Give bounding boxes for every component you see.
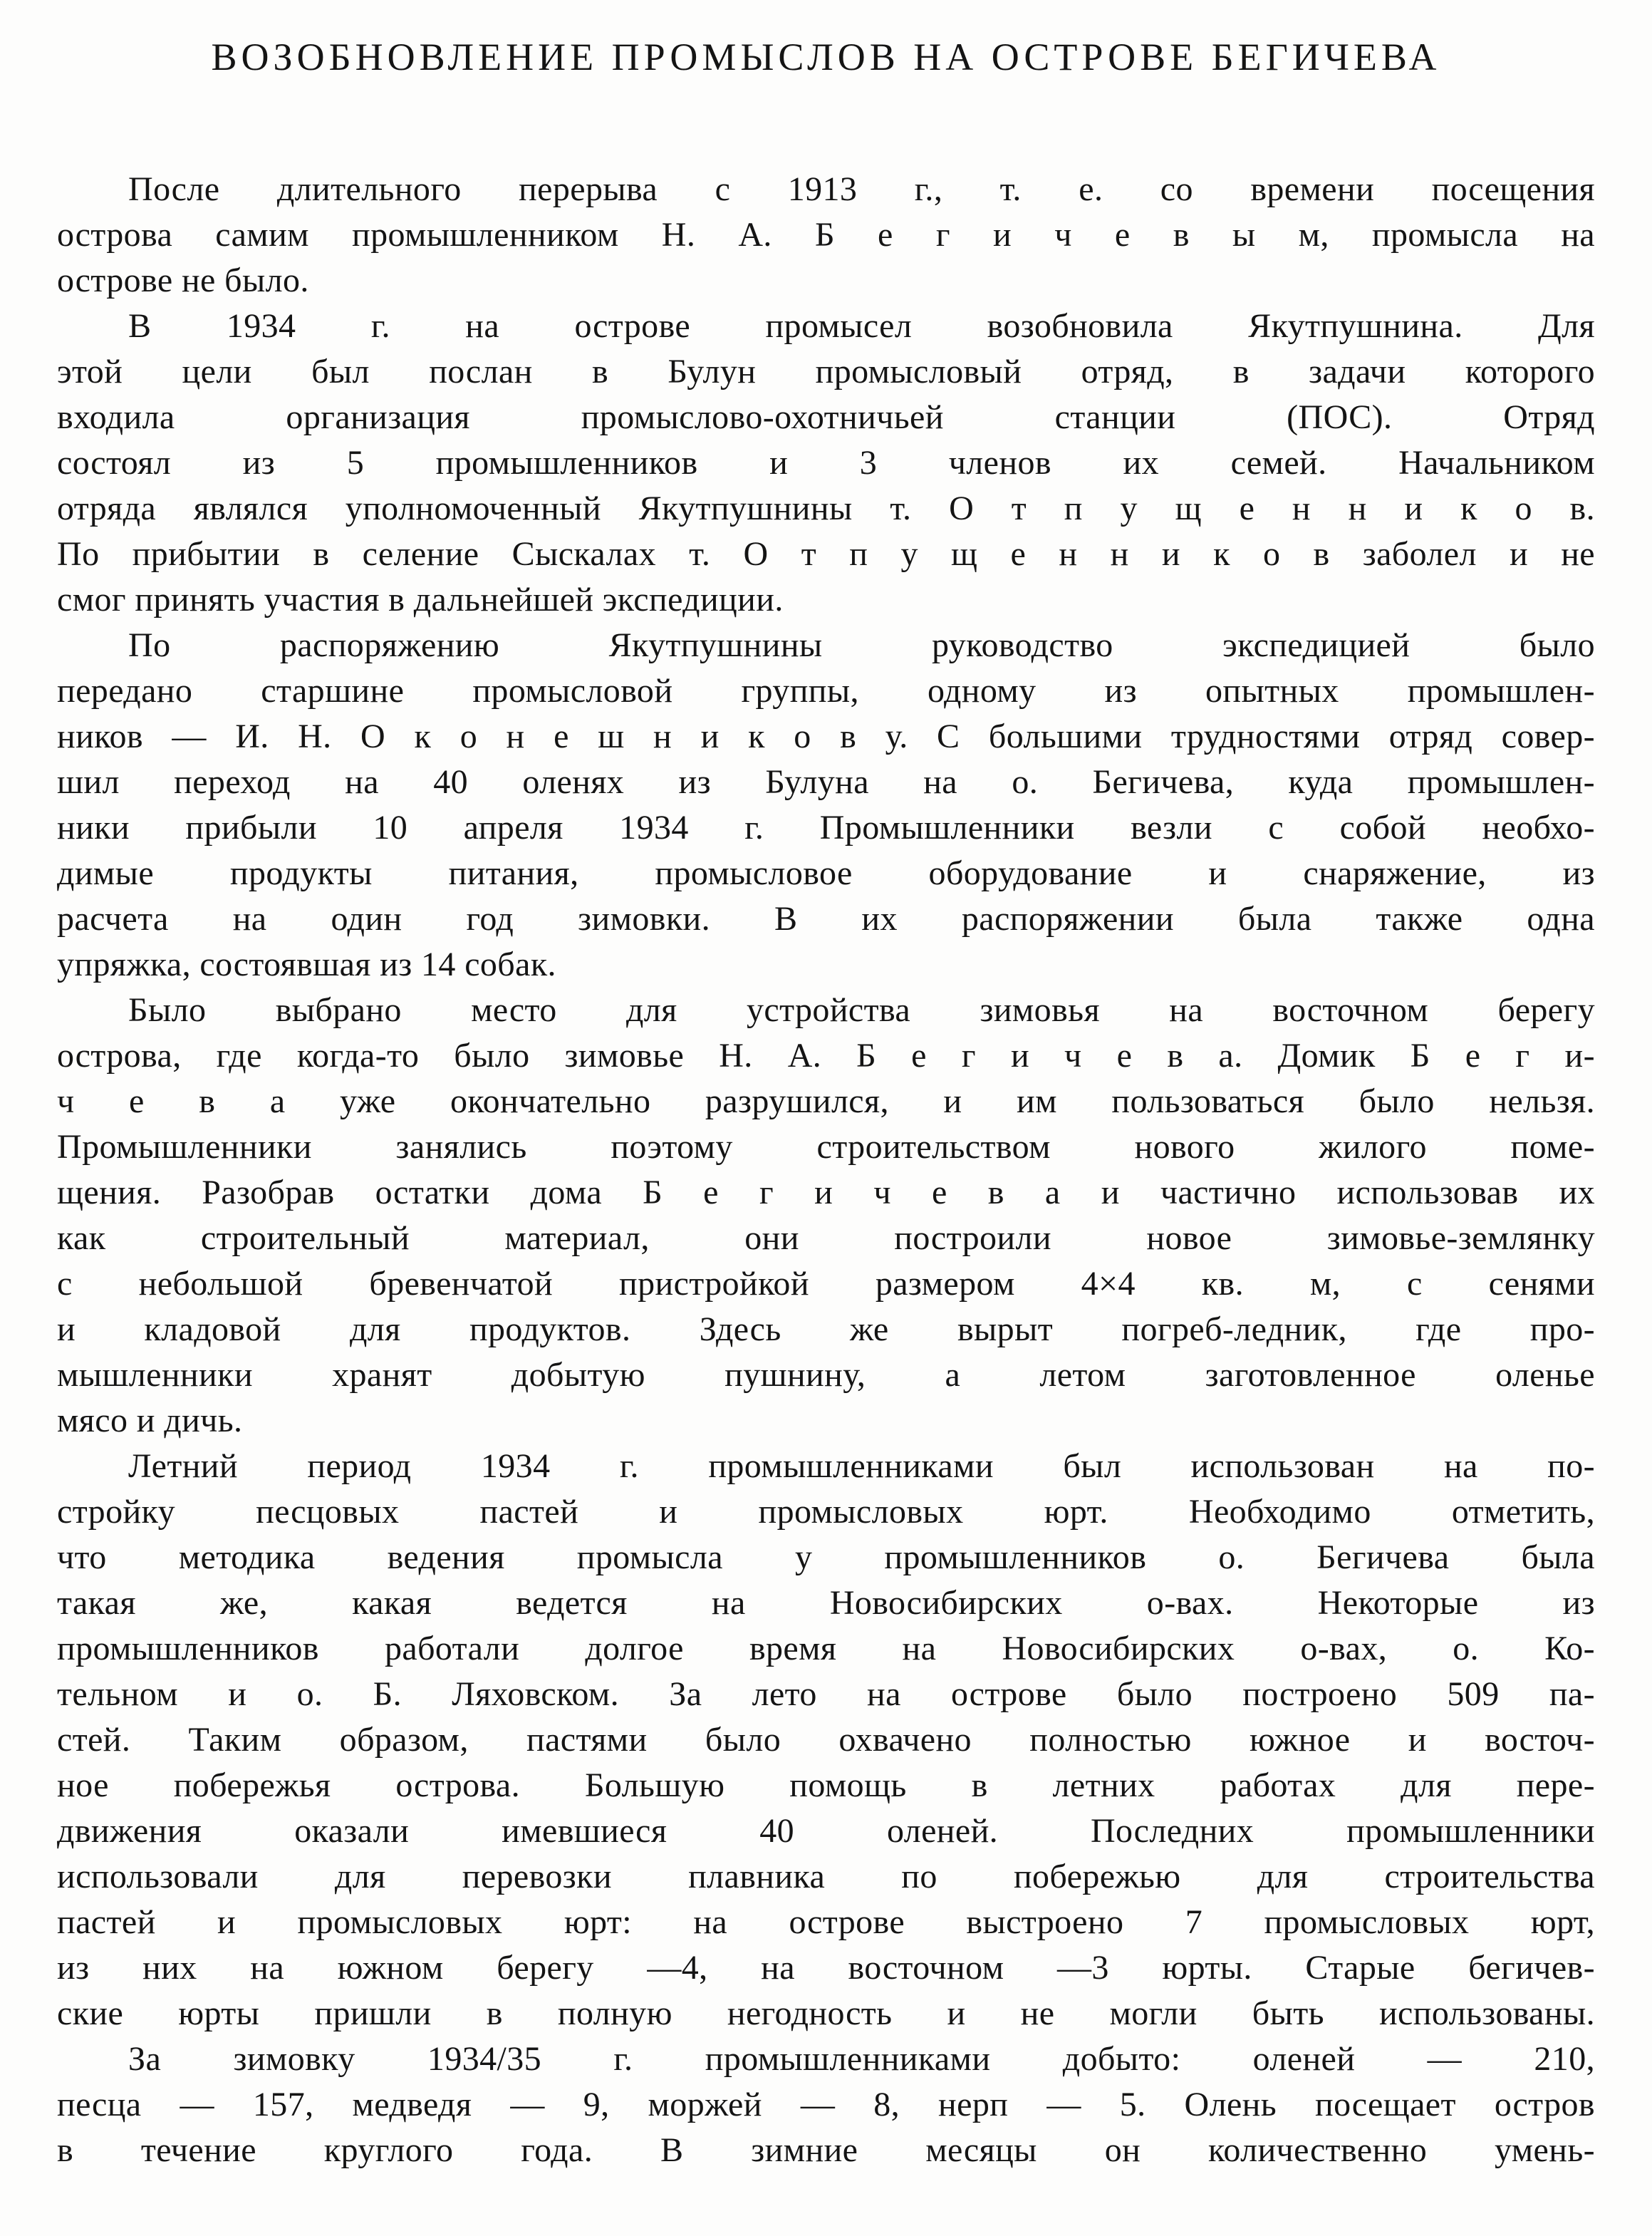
text-line: мышленники хранят добытую пушнину, а летом заготовленное оленье [57, 1356, 1595, 1394]
text-line: пастей и промысловых юрт: на острове выстроено 7 промысловых юрт, [57, 1903, 1595, 1941]
text-line: что методика ведения промысла у промышленников о. Бегичева была [57, 1538, 1595, 1576]
text-line: песца — 157, медведя — 9, моржей — 8, нерп — 5. Олень посещает остров [57, 2086, 1595, 2123]
text-line: отряда являлся уполномоченный Якутпушнины т. О т п у щ е н н и к о в. [57, 490, 1595, 527]
paragraph [57, 988, 1595, 1444]
text-line: расчета на один год зимовки. В их распоряжении была также одна [57, 900, 1595, 938]
text-line: В 1934 г. на острове промысел возобновила Якутпушнина. Для [128, 307, 1595, 345]
paragraph [57, 1444, 1595, 2036]
text-line: ное побережья острова. Большую помощь в летних работах для пере- [57, 1766, 1595, 1804]
text-line: щения. Разобрав остатки дома Б е г и ч е в а и частично использовав их [57, 1174, 1595, 1211]
text-line: из них на южном берегу —4, на восточном —3 юрты. Старые бегичев- [57, 1949, 1595, 1987]
text-line: По прибытии в селение Сыскалах т. О т п у щ е н н и к о в заболел и не [57, 535, 1595, 573]
text-line: и кладовой для продуктов. Здесь же вырыт погреб-ледник, где про- [57, 1310, 1595, 1348]
text-line: в течение круглого года. В зимние месяцы он количественно умень- [57, 2131, 1595, 2169]
paragraph [57, 304, 1595, 623]
text-line: движения оказали имевшиеся 40 оленей. Последних промышленники [57, 1812, 1595, 1850]
text-line: ников — И. Н. О к о н е ш н и к о в у. С большими трудностями отряд совер- [57, 718, 1595, 755]
text-line: смог принять участия в дальнейшей экспедиции. [57, 581, 784, 618]
text-line: ники прибыли 10 апреля 1934 г. Промышленники везли с собой необхо- [57, 809, 1595, 847]
text-line: тельном и о. Б. Ляховском. За лето на острове было построено 509 па- [57, 1675, 1595, 1713]
text-line: острова, где когда-то было зимовье Н. А. Б е г и ч е в а. Домик Б е г и- [57, 1037, 1595, 1075]
text-line: Промышленники занялись поэтому строительством нового жилого поме- [57, 1128, 1595, 1166]
text-line: входила организация промыслово-охотничьей станции (ПОС). Отряд [57, 398, 1595, 436]
text-line: стей. Таким образом, пастями было охвачено полностью южное и восточ- [57, 1721, 1595, 1759]
text-line: состоял из 5 промышленников и 3 членов их семей. Начальником [57, 444, 1595, 482]
paragraph [57, 167, 1595, 304]
text-line: ские юрты пришли в полную негодность и не могли быть использованы. [57, 1994, 1595, 2032]
text-line: димые продукты питания, промысловое оборудование и снаряжение, из [57, 854, 1595, 892]
text-line: Летний период 1934 г. промышленниками был использован на по- [128, 1447, 1595, 1485]
text-line: как строительный материал, они построили новое зимовье-землянку [57, 1219, 1595, 1257]
text-line: с небольшой бревенчатой пристройкой размером 4×4 кв. м, с сенями [57, 1265, 1595, 1303]
text-line: передано старшине промысловой группы, одному из опытных промышлен- [57, 672, 1595, 710]
page-title: ВОЗОБНОВЛЕНИЕ ПРОМЫСЛОВ НА ОСТРОВЕ БЕГИЧЕВА [211, 36, 1441, 78]
paragraph [57, 2036, 1595, 2173]
text-line: После длительного перерыва с 1913 г., т. е. со времени посещения [128, 170, 1595, 208]
text-line: такая же, какая ведется на Новосибирских о-вах. Некоторые из [57, 1584, 1595, 1622]
text-line: этой цели был послан в Булун промысловый отряд, в задачи которого [57, 353, 1595, 390]
text-line: острова самим промышленником Н. А. Б е г и ч е в ы м, промысла на [57, 216, 1595, 254]
text-line: По распоряжению Якутпушнины руководство экспедицией было [128, 626, 1595, 664]
paragraph [57, 623, 1595, 988]
text-line: шил переход на 40 оленях из Булуна на о. Бегичева, куда промышлен- [57, 763, 1595, 801]
text-line: упряжка, состоявшая из 14 собак. [57, 946, 556, 983]
article-body [57, 167, 1595, 2173]
text-line: использовали для перевозки плавника по побережью для строительства [57, 1858, 1595, 1895]
text-line: промышленников работали долгое время на Новосибирских о-вах, о. Ко- [57, 1630, 1595, 1667]
text-line: стройку песцовых пастей и промысловых юрт. Необходимо отметить, [57, 1493, 1595, 1531]
text-line: мясо и дичь. [57, 1402, 243, 1439]
text-line: острове не было. [57, 262, 309, 299]
text-line: Было выбрано место для устройства зимовья на восточном берегу [128, 991, 1595, 1029]
text-line: За зимовку 1934/35 г. промышленниками добыто: оленей — 210, [128, 2040, 1595, 2078]
text-line: ч е в а уже окончательно разрушился, и им пользоваться было нельзя. [57, 1082, 1595, 1120]
